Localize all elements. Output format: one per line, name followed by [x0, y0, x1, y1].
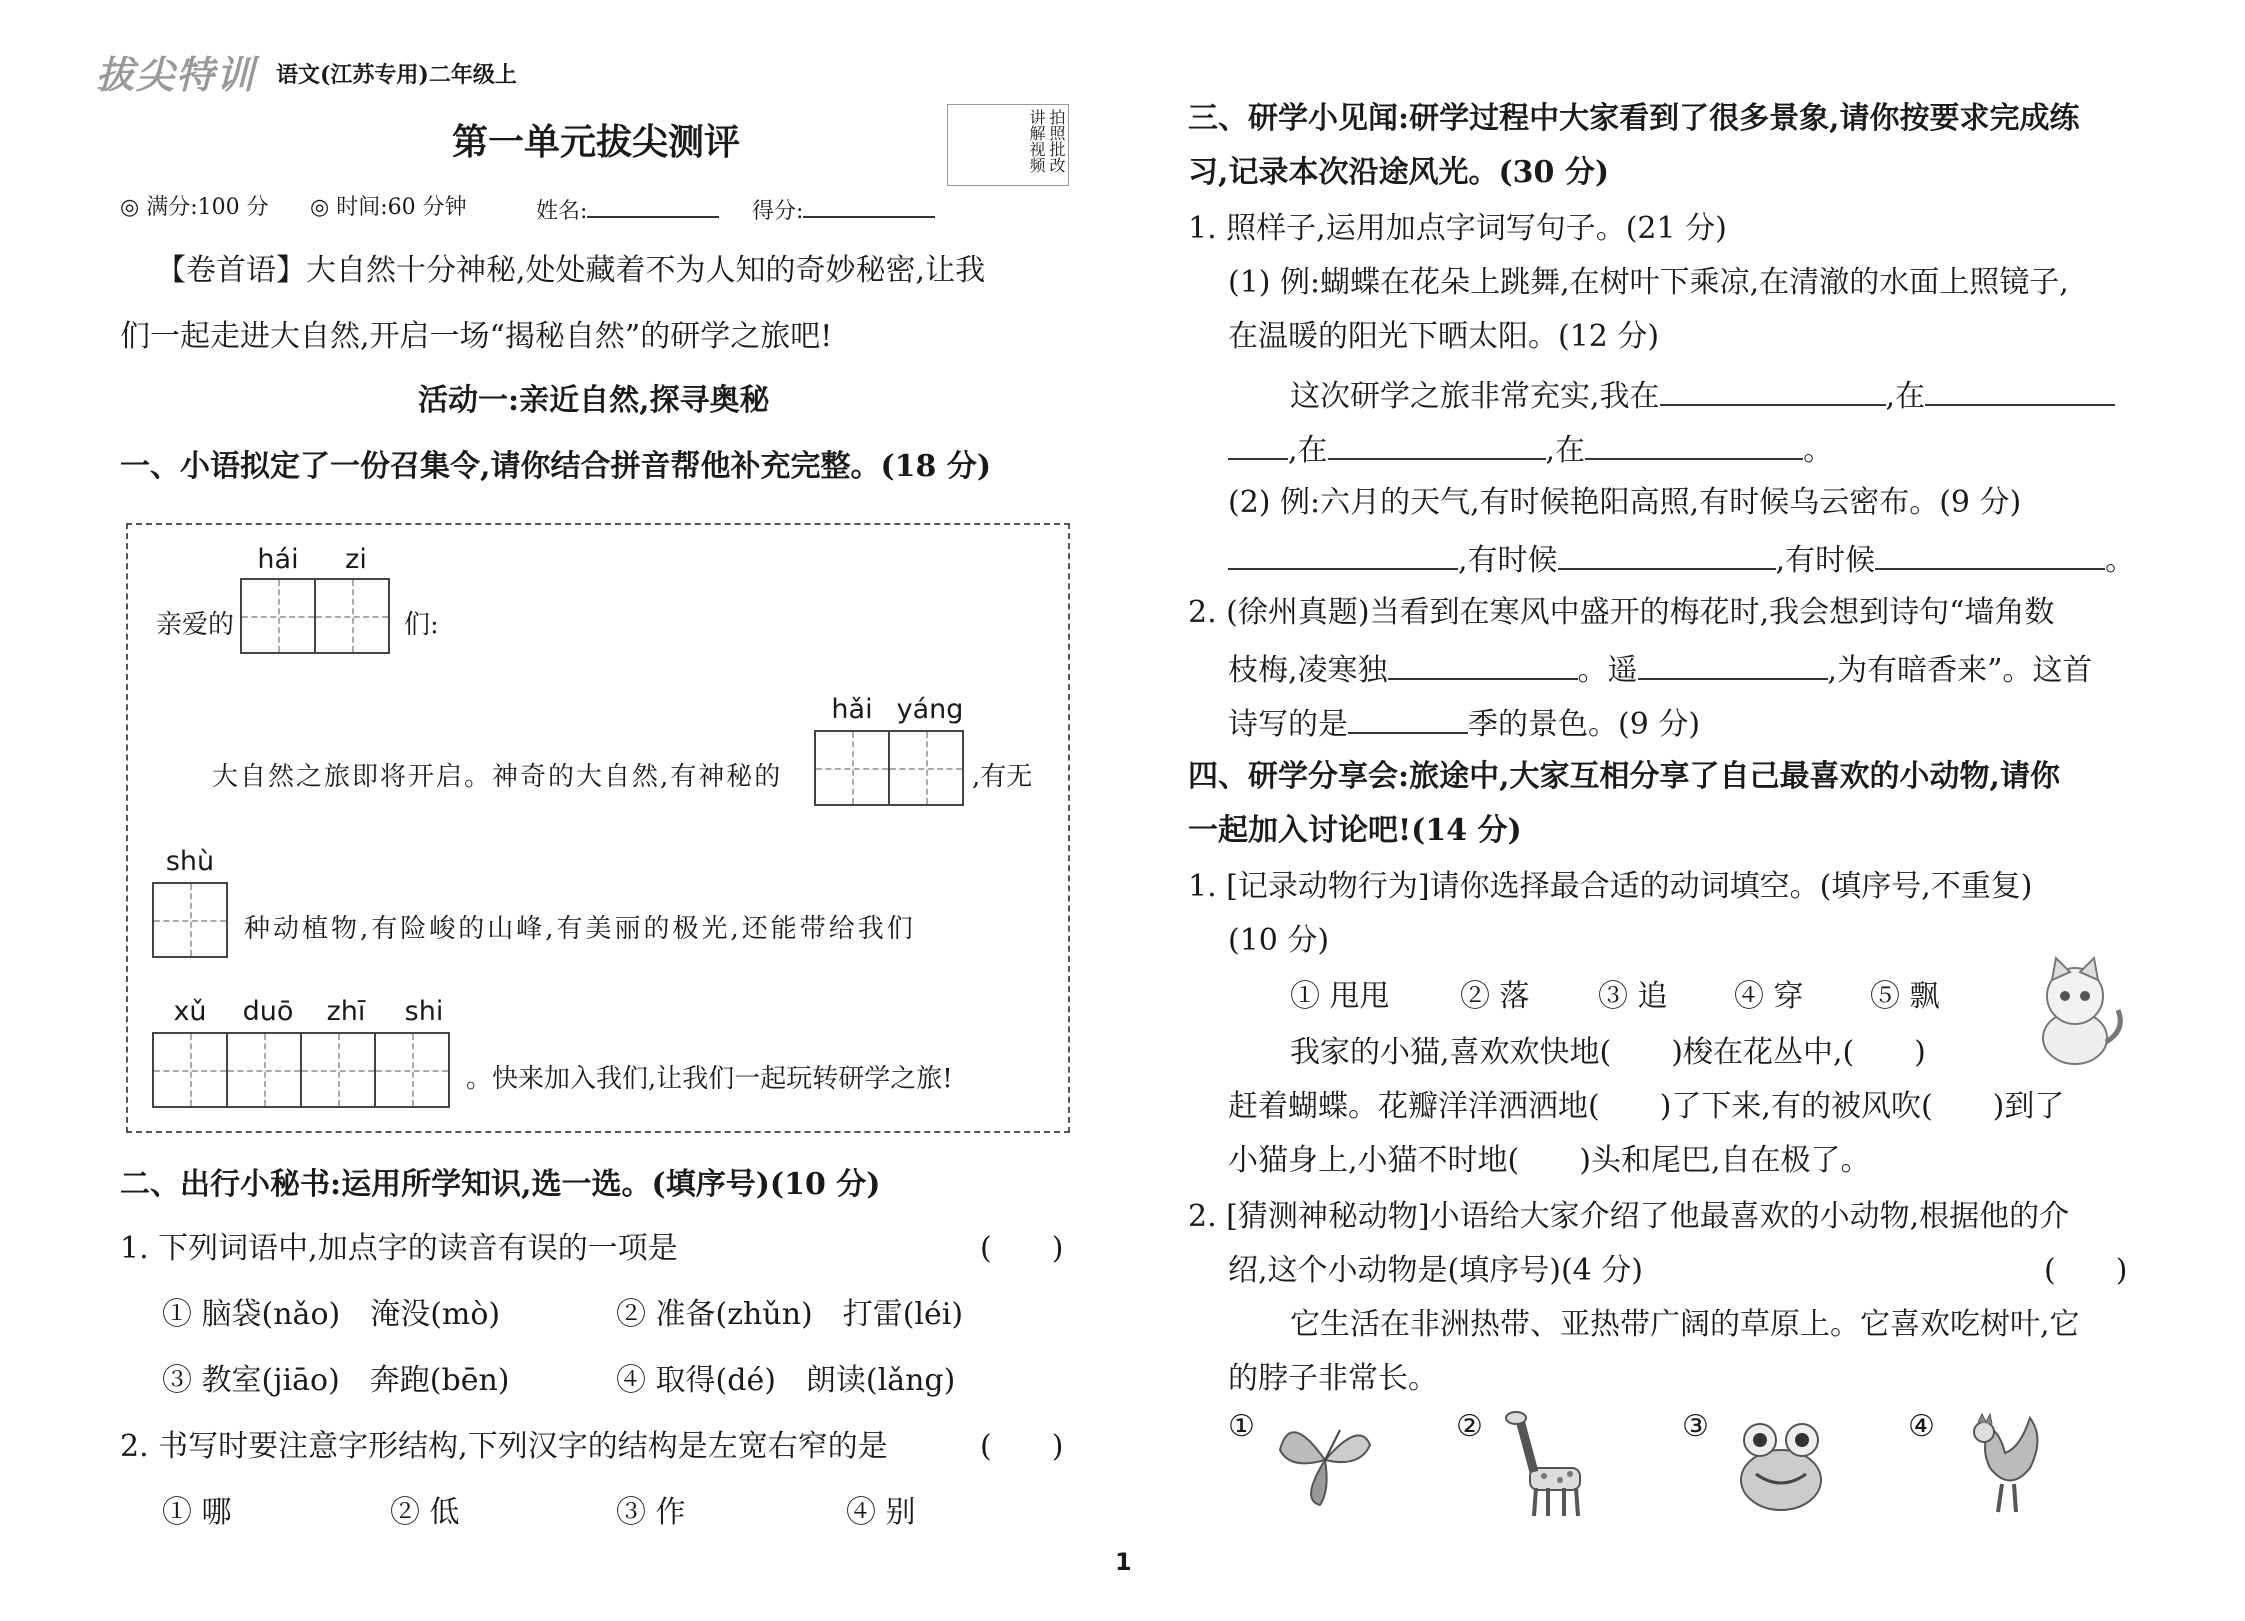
time-limit: ◎ 时间:60 分钟 — [310, 195, 467, 220]
q3-1-stem: 1. 照样子,运用加点字词写句子。(21 分) — [1188, 211, 1727, 246]
section-3-title-1: 三、研学小见闻:研学过程中大家看到了很多景象,请你按要求完成练 — [1188, 101, 2080, 136]
pinyin-hai: hái — [257, 544, 299, 575]
q2-1-stem: 1. 下列词语中,加点字的读音有误的一项是 — [120, 1231, 678, 1266]
blank-3[interactable] — [1228, 432, 1288, 460]
q2-2-option-4: ④ 别 — [846, 1495, 916, 1530]
pinyin-zhi: zhī — [326, 996, 366, 1027]
animal-label-2: ② — [1456, 1409, 1483, 1444]
q2-2-stem: 2. 书写时要注意字形结构,下列汉字的结构是左宽右窄的是 — [120, 1429, 888, 1464]
q4-1-passage-2: 赶着蝴蝶。花瓣洋洋洒洒地( )了下来,有的被风吹( )到了 — [1228, 1089, 2065, 1124]
q3-2-stem-3: 诗写的是 季的景色。(9 分) — [1228, 707, 1701, 742]
rooster-image — [1950, 1408, 2060, 1518]
qr-label-photo: 拍照批改 — [1047, 109, 1066, 173]
q2-2-option-1: ① 哪 — [162, 1495, 232, 1530]
q3-1-write-1: 这次研学之旅非常充实,我在 ,在 — [1290, 378, 2115, 412]
verb-option-2: ② 落 — [1460, 979, 1530, 1014]
qr-code-box[interactable] — [947, 104, 1069, 186]
full-score: ◎ 满分:100 分 — [120, 195, 269, 220]
intro-line-2: 们一起走进大自然,开启一场“揭秘自然”的研学之旅吧! — [120, 319, 833, 354]
page-number: 1 — [1115, 1548, 1132, 1576]
cat-image — [2020, 950, 2130, 1070]
verb-option-5: ⑤ 飘 — [1870, 979, 1940, 1014]
blank-11[interactable] — [1348, 706, 1468, 734]
verb-option-1: ① 甩甩 — [1290, 979, 1390, 1014]
subject-label: 语文(江苏专用)二年级上 — [276, 62, 517, 88]
q4-2-desc-2: 的脖子非常长。 — [1228, 1361, 1438, 1396]
blank-6[interactable] — [1228, 542, 1458, 570]
animal-label-3: ③ — [1682, 1409, 1709, 1444]
grid-shu[interactable] — [152, 882, 228, 958]
notice-text-1: 亲爱的 — [156, 610, 235, 640]
q2-1-answer[interactable]: ( ) — [980, 1231, 1064, 1266]
section-2-title: 二、出行小秘书:运用所学知识,选一选。(填序号)(10 分) — [120, 1167, 881, 1202]
butterfly-image — [1270, 1410, 1380, 1510]
q2-1-option-4: ④ 取得(dé) 朗读(lǎng) — [616, 1363, 956, 1398]
section-4-title-1: 四、研学分享会:旅途中,大家互相分享了自己最喜欢的小动物,请你 — [1188, 759, 2060, 794]
pinyin-duo: duō — [242, 996, 294, 1027]
q3-1-write-3: ,有时候 ,有时候 。 — [1228, 542, 2135, 576]
q4-2-desc-1: 它生活在非洲热带、亚热带广阔的草原上。它喜欢吃树叶,它 — [1290, 1307, 2080, 1342]
pinyin-shi: shi — [404, 996, 444, 1027]
blank-7[interactable] — [1558, 542, 1776, 570]
q4-1-passage-1: 我家的小猫,喜欢欢快地( )梭在花丛中,( ) — [1290, 1035, 1926, 1070]
notice-text-2b: ,有无 — [972, 762, 1033, 792]
frog-image — [1726, 1410, 1836, 1520]
blank-9[interactable] — [1388, 652, 1578, 680]
notice-text-1b: 们: — [404, 610, 439, 640]
notice-text-3: 种动植物,有险峻的山峰,有美丽的极光,还能带给我们 — [244, 914, 916, 944]
q4-2-answer[interactable]: ( ) — [2044, 1253, 2128, 1288]
blank-5[interactable] — [1585, 432, 1803, 460]
blank-4[interactable] — [1328, 432, 1546, 460]
grid-haizi[interactable] — [240, 578, 390, 654]
activity-title: 活动一:亲近自然,探寻奥秘 — [418, 383, 770, 418]
verb-option-3: ③ 追 — [1598, 979, 1668, 1014]
q4-2-stem-2: 绍,这个小动物是(填序号)(4 分) — [1228, 1253, 1643, 1288]
animal-label-4: ④ — [1908, 1409, 1935, 1444]
grade-blank[interactable] — [803, 190, 935, 218]
q3-2-stem-1: 2. (徐州真题)当看到在寒风中盛开的梅花时,我会想到诗句“墙角数 — [1188, 595, 2055, 630]
verb-option-4: ④ 穿 — [1734, 979, 1804, 1014]
q4-1-passage-3: 小猫身上,小猫不时地( )头和尾巴,自在极了。 — [1228, 1143, 1871, 1178]
section-3-title-2: 习,记录本次沿途风光。(30 分) — [1188, 155, 1610, 190]
name-blank[interactable] — [587, 190, 719, 218]
q2-2-answer[interactable]: ( ) — [980, 1429, 1064, 1464]
q3-2-stem-2: 枝梅,凌寒独 。遥 ,为有暗香来”。这首 — [1228, 653, 2093, 688]
q2-1-option-1: ① 脑袋(nǎo) 淹没(mò) — [162, 1297, 501, 1332]
notice-text-2: 大自然之旅即将开启。神奇的大自然,有神秘的 — [212, 762, 783, 792]
page-title: 第一单元拔尖测评 — [452, 121, 741, 163]
series-logo: 拔尖特训 — [96, 53, 257, 97]
pinyin-zi: zi — [345, 544, 367, 575]
section-1-title: 一、小语拟定了一份召集令,请你结合拼音帮他补充完整。(18 分) — [120, 449, 992, 484]
name-label: 姓名: — [536, 190, 719, 225]
blank-8[interactable] — [1875, 542, 2105, 570]
q3-1-example-1b: 在温暖的阳光下晒太阳。(12 分) — [1228, 319, 1660, 354]
qr-label-video: 讲解视频 — [1027, 109, 1046, 173]
animal-label-1: ① — [1228, 1409, 1255, 1444]
q4-1-stem-1: 1. [记录动物行为]请你选择最合适的动词填空。(填序号,不重复) — [1188, 869, 2033, 904]
blank-10[interactable] — [1638, 652, 1828, 680]
q2-2-option-3: ③ 作 — [616, 1495, 686, 1530]
q2-2-option-2: ② 低 — [390, 1495, 460, 1530]
q2-1-option-3: ③ 教室(jiāo) 奔跑(bēn) — [162, 1363, 510, 1398]
grid-xuduozhishi[interactable] — [152, 1032, 450, 1108]
giraffe-image — [1500, 1408, 1600, 1518]
blank-2[interactable] — [1925, 378, 2115, 406]
pinyin-yang: yáng — [896, 694, 964, 725]
grid-haiyang[interactable] — [814, 730, 964, 806]
q4-2-stem-1: 2. [猜测神秘动物]小语给大家介绍了他最喜欢的小动物,根据他的介 — [1188, 1199, 2070, 1234]
pinyin-hai3: hǎi — [831, 694, 873, 725]
q3-1-write-2: ,在 ,在 。 — [1228, 432, 1833, 466]
q3-1-example-1a: (1) 例:蝴蝶在花朵上跳舞,在树叶下乘凉,在清澈的水面上照镜子, — [1228, 265, 2069, 300]
q4-1-stem-2: (10 分) — [1228, 923, 1330, 958]
section-4-title-2: 一起加入讨论吧!(14 分) — [1188, 813, 1522, 848]
grade-label: 得分: — [752, 190, 935, 225]
pinyin-shu: shù — [165, 846, 215, 877]
blank-1[interactable] — [1660, 378, 1886, 406]
q2-1-option-2: ② 准备(zhǔn) 打雷(léi) — [616, 1297, 964, 1332]
q3-1-example-2: (2) 例:六月的天气,有时候艳阳高照,有时候乌云密布。(9 分) — [1228, 485, 2022, 520]
pinyin-xu: xǔ — [173, 996, 207, 1027]
notice-text-4: 。快来加入我们,让我们一起玩转研学之旅! — [466, 1064, 953, 1094]
intro-line-1: 【卷首语】大自然十分神秘,处处藏着不为人知的奇妙秘密,让我 — [156, 253, 986, 288]
